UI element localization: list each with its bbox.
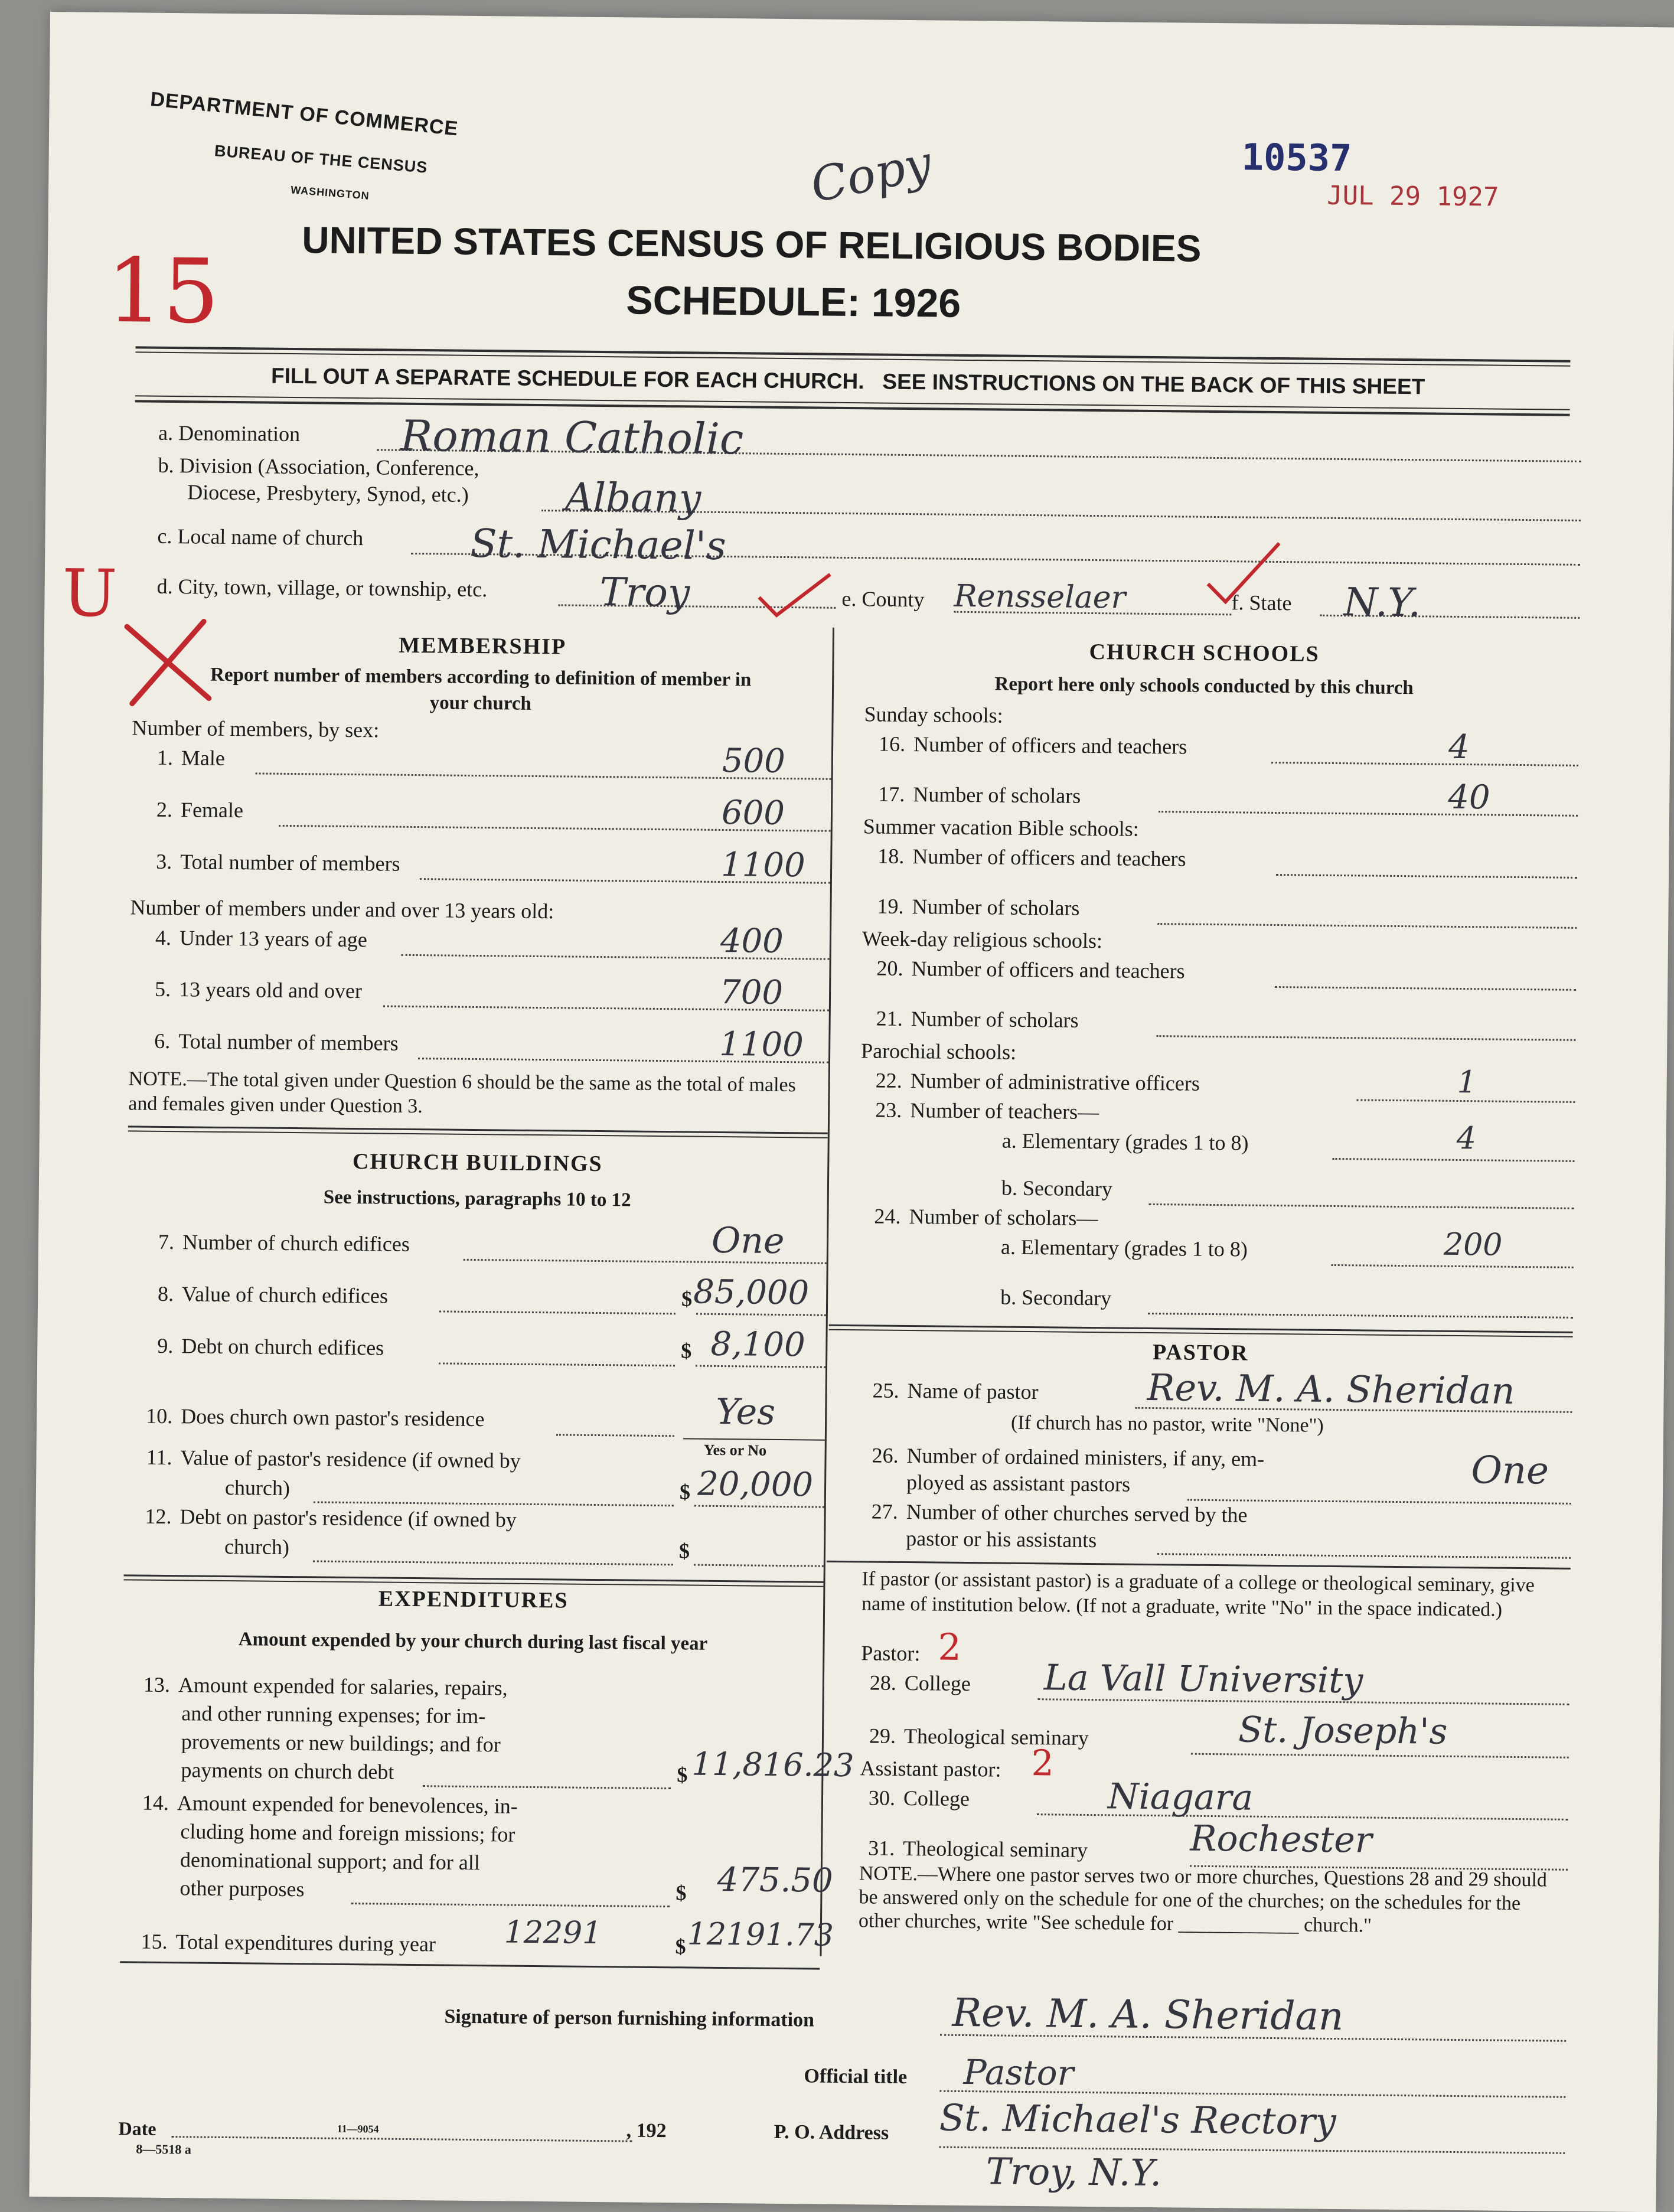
local-name-label: c. Local name of church <box>157 524 364 550</box>
dollar-sign: $ <box>676 1881 687 1905</box>
fill-line <box>1159 811 1578 817</box>
rule <box>124 1574 824 1583</box>
q11-label: Value of pastor's residence (if owned by <box>180 1446 521 1473</box>
q26-label: Number of ordained ministers, if any, em- <box>906 1444 1265 1471</box>
q8-label: Value of church edifices <box>181 1282 389 1308</box>
fill-line <box>439 1310 676 1314</box>
q14-line-2: cluding home and foreign missions; for <box>180 1819 515 1846</box>
assistant-pastor-label: Assistant pastor: <box>860 1756 1001 1782</box>
q28-value[interactable]: La Vall University <box>1043 1657 1363 1702</box>
q24b-label: b. Secondary <box>1000 1285 1112 1310</box>
q14-line-4: other purposes <box>180 1876 305 1901</box>
date-field-line[interactable] <box>171 2136 632 2142</box>
q31-value[interactable]: Rochester <box>1190 1818 1372 1861</box>
city-label: d. City, town, village, or township, etc. <box>156 574 488 602</box>
denomination-value[interactable]: Roman Catholic <box>400 410 744 464</box>
q12-label: Debt on pastor's residence (if owned by <box>180 1505 517 1532</box>
rule <box>128 1125 828 1134</box>
membership-subtitle: Report number of members according to definition of member in your church <box>210 664 752 715</box>
date-year: , 192 <box>626 2119 667 2142</box>
weekday-schools-label: Week-day religious schools: <box>862 926 1103 953</box>
print-number: 11—9054 <box>337 2122 379 2135</box>
q29-label: Theological seminary <box>903 1724 1089 1750</box>
city-label: WASHINGTON <box>290 184 370 202</box>
fill-line <box>1191 1753 1569 1758</box>
parochial-schools-label: Parochial schools: <box>860 1039 1017 1064</box>
fill-line <box>1271 762 1578 766</box>
q7-value[interactable]: One <box>711 1219 785 1262</box>
date-label: Date <box>118 2118 156 2139</box>
denomination-label: a. Denomination <box>158 420 301 446</box>
q6-label: Total number of members <box>178 1029 399 1055</box>
fill-line <box>313 1560 673 1565</box>
copy-note: Copy <box>806 135 936 213</box>
official-title-label: Official title <box>804 2065 908 2089</box>
county-label: e. County <box>841 586 925 612</box>
buildings-subtitle: See instructions, paragraphs 10 to 12 <box>323 1186 631 1211</box>
division-label-2: Diocese, Presbytery, Synod, etc.) <box>187 480 469 507</box>
q24a-label: a. Elementary (grades 1 to 8) <box>1000 1235 1248 1261</box>
q20-label: Number of officers and teachers <box>911 957 1185 983</box>
q8-value[interactable]: 85,000 <box>693 1273 810 1313</box>
fill-line <box>1332 1264 1574 1268</box>
q9-value[interactable]: 8,100 <box>710 1324 806 1365</box>
rule <box>683 1438 825 1440</box>
fill-line <box>696 1313 826 1316</box>
buildings-title: CHURCH BUILDINGS <box>352 1149 603 1177</box>
dollar-sign: $ <box>679 1480 691 1504</box>
q4-label: Under 13 years of age <box>179 926 368 952</box>
pastor-mark: 2 <box>938 1625 962 1669</box>
fill-line <box>696 1365 825 1368</box>
q24-label: Number of scholars— <box>909 1205 1098 1231</box>
q13-line-2: and other running expenses; for im- <box>181 1701 486 1728</box>
q16-label: Number of officers and teachers <box>913 732 1187 759</box>
q5-value[interactable]: 700 <box>719 973 784 1012</box>
dollar-sign: $ <box>675 1934 686 1959</box>
q19-value-line[interactable] <box>1157 923 1577 929</box>
city-value[interactable]: Troy <box>599 569 690 616</box>
division-value[interactable]: Albany <box>564 474 701 521</box>
assistant-pastor-mark: 2 <box>1031 1743 1055 1784</box>
membership-title: MEMBERSHIP <box>399 632 567 660</box>
q11-value[interactable]: 20,000 <box>697 1464 814 1505</box>
form-number: 8—5518 a <box>136 2141 191 2157</box>
q14-value[interactable]: 475.50 <box>717 1860 833 1900</box>
q11-label-2: church) <box>224 1475 291 1500</box>
q18-value-line[interactable] <box>1276 874 1577 879</box>
fill-line <box>439 1362 675 1366</box>
q22-label: Number of administrative officers <box>910 1069 1200 1095</box>
red-u-mark: U <box>61 555 118 632</box>
q13-line-4: payments on church debt <box>181 1758 394 1784</box>
instruction-line: FILL OUT A SEPARATE SCHEDULE FOR EACH CHURCH. SEE INSTRUCTIONS ON THE BACK OF THIS SHEET <box>270 363 1425 399</box>
summer-schools-label: Summer vacation Bible schools: <box>863 814 1139 841</box>
q24b-value-line[interactable] <box>1148 1313 1573 1319</box>
q22-value[interactable]: 1 <box>1457 1064 1477 1101</box>
dollar-sign: $ <box>681 1339 692 1363</box>
expenditures-subtitle: Amount expended by your church during last fiscal year <box>238 1629 708 1655</box>
q29-value[interactable]: St. Joseph's <box>1238 1709 1448 1753</box>
q10-value[interactable]: Yes <box>715 1391 776 1433</box>
signature-label: Signature of person furnishing information <box>444 2005 815 2031</box>
q6-value[interactable]: 1100 <box>719 1025 804 1065</box>
q23b-value-line[interactable] <box>1149 1203 1574 1209</box>
q13-line-1: Amount expended for salaries, repairs, <box>178 1673 508 1700</box>
bureau-label: BUREAU OF THE CENSUS <box>214 142 429 177</box>
fill-line <box>423 1785 671 1789</box>
q25-value[interactable]: Rev. M. A. Sheridan <box>1147 1365 1515 1412</box>
q1-value[interactable]: 500 <box>722 741 786 781</box>
pastor-label: Pastor: <box>861 1641 921 1666</box>
po-address-label: P. O. Address <box>774 2120 889 2144</box>
q15-label: Total expenditures during year <box>175 1930 436 1956</box>
red-check-mark <box>753 567 836 621</box>
division-label-1: b. Division (Association, Conference, <box>158 453 479 481</box>
by-sex-label: Number of members, by sex: <box>132 716 380 742</box>
q2-value[interactable]: 600 <box>721 793 785 833</box>
red-number: 15 <box>106 239 220 344</box>
by-age-label: Number of members under and over 13 years old: <box>130 895 554 924</box>
q23-label: Number of teachers— <box>910 1098 1099 1124</box>
schedule-title: SCHEDULE: 1926 <box>625 278 961 326</box>
state-value[interactable]: N.Y. <box>1343 579 1421 626</box>
stamp-number: 10537 <box>1241 135 1352 180</box>
rule <box>120 1961 820 1969</box>
pastor-title: PASTOR <box>1152 1340 1249 1366</box>
q17-label: Number of scholars <box>913 782 1081 808</box>
department-label: DEPARTMENT OF COMMERCE <box>149 87 459 141</box>
official-title-value[interactable]: Pastor <box>963 2052 1074 2093</box>
fill-line <box>1332 1158 1574 1162</box>
q7-label: Number of church edifices <box>182 1230 410 1256</box>
q10-label: Does church own pastor's residence <box>180 1404 485 1431</box>
membership-note: NOTE.—The total given under Question 6 should be the same as the total of males and females given under Question 3. <box>128 1068 797 1118</box>
state-label: f. State <box>1231 590 1292 615</box>
q20-value-line[interactable] <box>1275 986 1576 991</box>
q17-value[interactable]: 40 <box>1448 778 1490 817</box>
po-address-value-2[interactable]: Troy, N.Y. <box>986 2149 1162 2195</box>
q18-label: Number of officers and teachers <box>912 844 1186 871</box>
q25-hint: (If church has no pastor, write "None") <box>1010 1411 1324 1437</box>
q13-line-3: provements or new buildings; and for <box>181 1730 501 1757</box>
q21-value-line[interactable] <box>1156 1035 1575 1041</box>
q30-value[interactable]: Niagara <box>1107 1776 1254 1819</box>
q23a-label: a. Elementary (grades 1 to 8) <box>1001 1128 1249 1155</box>
q4-value[interactable]: 400 <box>720 921 784 961</box>
q27-label: Number of other churches served by the <box>906 1500 1248 1527</box>
q14-line-3: denominational support; and for all <box>180 1848 481 1875</box>
q28-label: College <box>904 1671 971 1696</box>
fill-line <box>694 1505 824 1508</box>
q24a-value[interactable]: 200 <box>1443 1226 1503 1263</box>
dollar-sign: $ <box>677 1763 688 1787</box>
q12-label-2: church) <box>224 1534 290 1560</box>
schools-subtitle: Report here only schools conducted by this church <box>994 673 1414 699</box>
po-address-value[interactable]: St. Michael's Rectory <box>939 2096 1336 2144</box>
schools-title: CHURCH SCHOOLS <box>1089 639 1320 667</box>
dollar-sign: $ <box>681 1287 693 1311</box>
dollar-sign: $ <box>678 1539 690 1563</box>
q30-label: College <box>903 1786 970 1811</box>
census-schedule-sheet: DEPARTMENT OF COMMERCE BUREAU OF THE CENSUS WASHINGTON UNITED STATES CENSUS OF RELIGIOUS BODIES SCHEDULE: 1926 10537 JUL 29 1927 Copy 15 U FILL OUT A SEPARATE SCHEDULE FOR EACH CHURCH. SEE INSTRUCTIONS ON THE BACK OF THIS SHEET a. Denomination Roman Catholic b. Division (Association, Conference, Diocese, Presbytery, Synod, etc.) Albany c. Local name of church St. Michael's d. City, town, village, or township, etc. Troy e. County Rensselaer f. State N.Y. MEMBERSHIP Report number of members according to definition of member in your church Number of members, by sex: 1. Male 500 2. Female 600 3. Total number of members 1100 Number of members under and over 13 years old: 4. Under 13 years of age 400 5. 13 years old and over 700 6. Total number of members 1100 NOTE.—The total given under Question 6 should be the same as the total of males and females given under Question 3. CHURCH BUILDINGS See instructions, paragraphs 10 to 12 7. Number of church edifices One 8. Value of church edifices $ 85,000 9. Debt on church edifices $ 8,100 10. Does church own pastor's residence Yes Yes or No 11. Value of pastor's residence (if owned by church) $ 20,000 12. Debt on pastor's residence (if owned by church) $ EXPENDITURES Amount expended by your church during last fiscal year 13. Amount expended for salaries, repairs, and other running expenses; for im- provements or new buildings; and for payments on church debt $ 11,816.23 14. Amount expended for benevolences, in- cluding home and foreign missions; for denominational support; and for all other purposes $ 475.50 15. Total expenditures during year 12291 $ 12191.73 CHURCH SCHOOLS Report here only schools conducted by this church Sunday schools: 16. Number of officers and teachers 4 17. Number of scholars 40 Summer vacation Bible schools: 18. Number of officers and teachers 19. Number of scholars Week-day religious schools: 20. Number of officers and teachers 21. Number of scholars Parochial schools: 22. Number of administrative officers 1 23. Number of teachers— a. Elementary (grades 1 to 8) 4 b. Secondary 24. Number of scholars— a. Elementary (grades 1 to 8) 200 b. Secondary PASTOR 25. Name of pastor Rev. M. A. Sheridan (If church has no pastor, write "None") 26. Number of ordained ministers, if any, em- ployed as assistant pastors One 27. Number of other churches served by the pastor or his assistants If pastor (or assistant pastor) is a graduate of a college or theological seminary, give name of institution below. (If not a graduate, write "No" in the space indicated.) Pastor: 2 28. College La Vall University 29. Theological seminary St. Joseph's Assistant pastor: 2 30. College Niagara 31. Theological seminary Rochester NOTE.—Where one pastor serves two or more churches, Questions 28 and 29 should be answered only on the schedule for one of the churches; on the schedules for the other churches, write "See schedule for ____________ church." Signature of person furnishing information Rev. M. A. Sheridan Official title Pastor P. O. Address St. Michael's Rectory Troy, N.Y. Date , 192 8—5518 a 11—9054 <box>29 12 1674 2212</box>
q27-value-line[interactable] <box>1157 1553 1571 1559</box>
q26-value[interactable]: One <box>1471 1448 1549 1493</box>
q16-value[interactable]: 4 <box>1448 727 1470 767</box>
q12-value-line[interactable] <box>694 1564 824 1567</box>
local-name-value[interactable]: St. Michael's <box>470 520 727 569</box>
expenditures-title: EXPENDITURES <box>378 1586 569 1613</box>
q27-label-2: pastor or his assistants <box>906 1526 1097 1552</box>
q26-label-2: ployed as assistant pastors <box>906 1470 1131 1496</box>
q23a-value[interactable]: 4 <box>1456 1120 1477 1157</box>
stamp-date: JUL 29 1927 <box>1326 180 1499 213</box>
q1-label: Male <box>181 746 226 770</box>
fill-line <box>556 1434 674 1437</box>
q15-note: 12291 <box>504 1914 602 1952</box>
q10-hint: Yes or No <box>703 1441 767 1459</box>
fill-line <box>351 1903 670 1907</box>
q15-value[interactable]: 12191.73 <box>687 1916 834 1953</box>
q5-label: 13 years old and over <box>178 977 363 1003</box>
q3-label: Total number of members <box>180 850 400 876</box>
q21-label: Number of scholars <box>911 1007 1079 1032</box>
q23b-label: b. Secondary <box>1001 1176 1113 1201</box>
graduate-note: If pastor (or assistant pastor) is a graduate of a college or theological seminary, give name of institution below. (If not a graduate, write "No" in the space indicated.) <box>862 1568 1535 1621</box>
form-title: UNITED STATES CENSUS OF RELIGIOUS BODIES <box>301 218 1202 270</box>
county-value[interactable]: Rensselaer <box>954 578 1126 616</box>
q3-value[interactable]: 1100 <box>720 845 806 885</box>
q9-label: Debt on church edifices <box>181 1334 384 1360</box>
rule <box>829 1324 1573 1333</box>
pastor-note: NOTE.—Where one pastor serves two or more churches, Questions 28 and 29 should be answered only on the schedule for one of the churches; on the schedules for the other churches, write "See schedule for ____________ church." <box>858 1862 1548 1937</box>
signature-value[interactable]: Rev. M. A. Sheridan <box>952 1989 1344 2040</box>
q25-label: Name of pastor <box>907 1379 1039 1404</box>
q19-label: Number of scholars <box>912 895 1080 920</box>
q14-line-1: Amount expended for benevolences, in- <box>177 1791 518 1818</box>
q2-label: Female <box>180 798 244 823</box>
q31-label: Theological seminary <box>903 1836 1088 1862</box>
sunday-schools-label: Sunday schools: <box>864 702 1003 727</box>
q13-value[interactable]: 11,816.23 <box>691 1745 854 1784</box>
